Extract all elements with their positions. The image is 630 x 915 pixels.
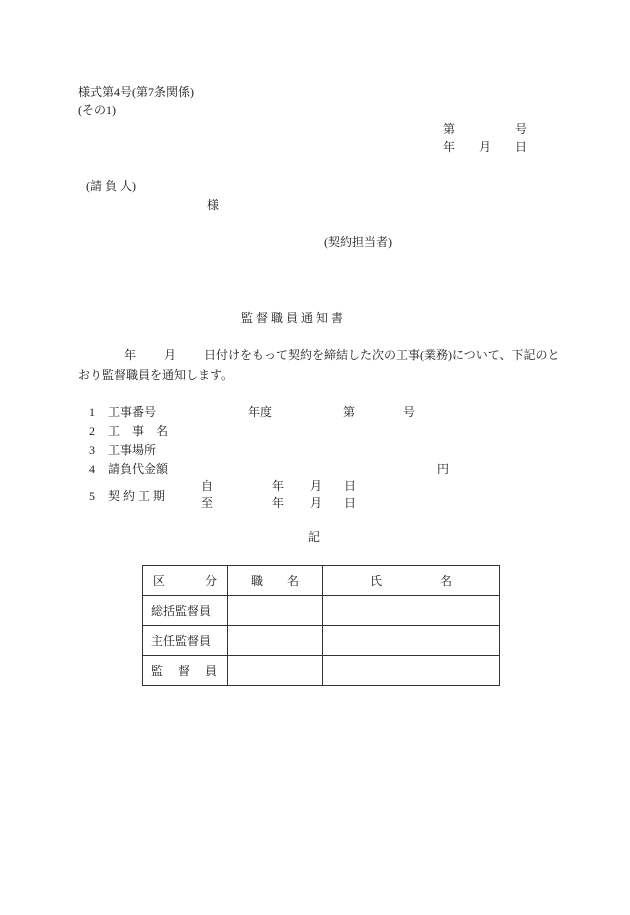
period-from-year: 年 bbox=[272, 479, 285, 493]
date-year-label: 年 bbox=[443, 140, 456, 154]
contract-officer-label: (契約担当者) bbox=[324, 235, 392, 249]
role-supervisor-char-1: 監 bbox=[151, 664, 164, 678]
body-year-label: 年 bbox=[124, 348, 137, 362]
title-cell-supervisor[interactable] bbox=[228, 656, 323, 686]
period-to-month: 月 bbox=[310, 496, 323, 510]
document-number-prefix: 第 bbox=[443, 122, 456, 136]
detail-label-project-number: 工事番号 bbox=[108, 405, 157, 419]
form-subnumber: (その1) bbox=[78, 103, 116, 117]
detail-number-4: 4 bbox=[89, 462, 95, 476]
detail-number-2: 2 bbox=[89, 424, 95, 438]
header-shimei-char-1: 氏 bbox=[369, 574, 382, 588]
detail-label-contract-period: 契 約 工 期 bbox=[108, 489, 166, 503]
detail-label-contract-amount: 請負代金額 bbox=[108, 462, 169, 476]
period-from-day: 日 bbox=[344, 479, 357, 493]
table-row bbox=[143, 656, 500, 686]
yen-label: 円 bbox=[437, 462, 450, 476]
role-supervisor-char-2: 督 bbox=[177, 664, 190, 678]
detail-number-3: 3 bbox=[89, 443, 95, 457]
header-shokumei bbox=[228, 566, 323, 596]
period-to-year: 年 bbox=[272, 496, 285, 510]
name-cell-general[interactable] bbox=[323, 596, 500, 626]
role-chief-supervisor: 主任監督員 bbox=[143, 626, 228, 656]
header-kubun-char-2: 分 bbox=[204, 574, 217, 588]
header-kubun bbox=[143, 566, 228, 596]
contractor-label: (請 負 人) bbox=[86, 179, 136, 193]
table-row bbox=[143, 596, 500, 626]
body-text-rest: 日付けをもって契約を締結した次の工事(業務)について、下記のと bbox=[204, 348, 560, 362]
detail-label-project-location: 工事場所 bbox=[108, 443, 157, 457]
detail-number-1: 1 bbox=[89, 405, 95, 419]
fiscal-year-label: 年度 bbox=[248, 405, 273, 419]
supervisor-table bbox=[142, 565, 500, 686]
header-shimei-char-2: 名 bbox=[440, 574, 453, 588]
ki-heading: 記 bbox=[308, 530, 321, 544]
document-title: 監 督 職 員 通 知 書 bbox=[241, 311, 344, 325]
document-number-suffix: 号 bbox=[515, 122, 528, 136]
date-day-label: 日 bbox=[515, 140, 528, 154]
honorific-sama: 様 bbox=[207, 198, 220, 212]
header-kubun-char-1: 区 bbox=[153, 574, 166, 588]
form-code: 様式第4号(第7条関係) bbox=[78, 85, 194, 99]
header-shokumei-char-1: 職 bbox=[250, 574, 263, 588]
body-month-label: 月 bbox=[164, 348, 177, 362]
table-row bbox=[143, 626, 500, 656]
title-cell-chief[interactable] bbox=[228, 626, 323, 656]
detail-label-project-name: 工 事 名 bbox=[108, 424, 169, 438]
project-number-suffix: 号 bbox=[403, 405, 416, 419]
period-from-label: 自 bbox=[201, 479, 214, 493]
name-cell-chief[interactable] bbox=[323, 626, 500, 656]
role-supervisor-char-3: 員 bbox=[204, 664, 217, 678]
period-to-day: 日 bbox=[344, 496, 357, 510]
role-general-supervisor: 総括監督員 bbox=[143, 596, 228, 626]
table-header-row bbox=[143, 566, 500, 596]
role-supervisor bbox=[143, 656, 228, 686]
period-from-month: 月 bbox=[310, 479, 323, 493]
body-text-line-2: おり監督職員を通知します。 bbox=[78, 368, 234, 382]
date-month-label: 月 bbox=[479, 140, 492, 154]
header-shimei bbox=[323, 566, 500, 596]
header-shokumei-char-2: 名 bbox=[287, 574, 300, 588]
period-to-label: 至 bbox=[201, 496, 214, 510]
body-text-line-1 bbox=[78, 347, 560, 363]
title-cell-general[interactable] bbox=[228, 596, 323, 626]
project-number-prefix: 第 bbox=[343, 405, 356, 419]
detail-number-5: 5 bbox=[89, 489, 95, 503]
name-cell-supervisor[interactable] bbox=[323, 656, 500, 686]
